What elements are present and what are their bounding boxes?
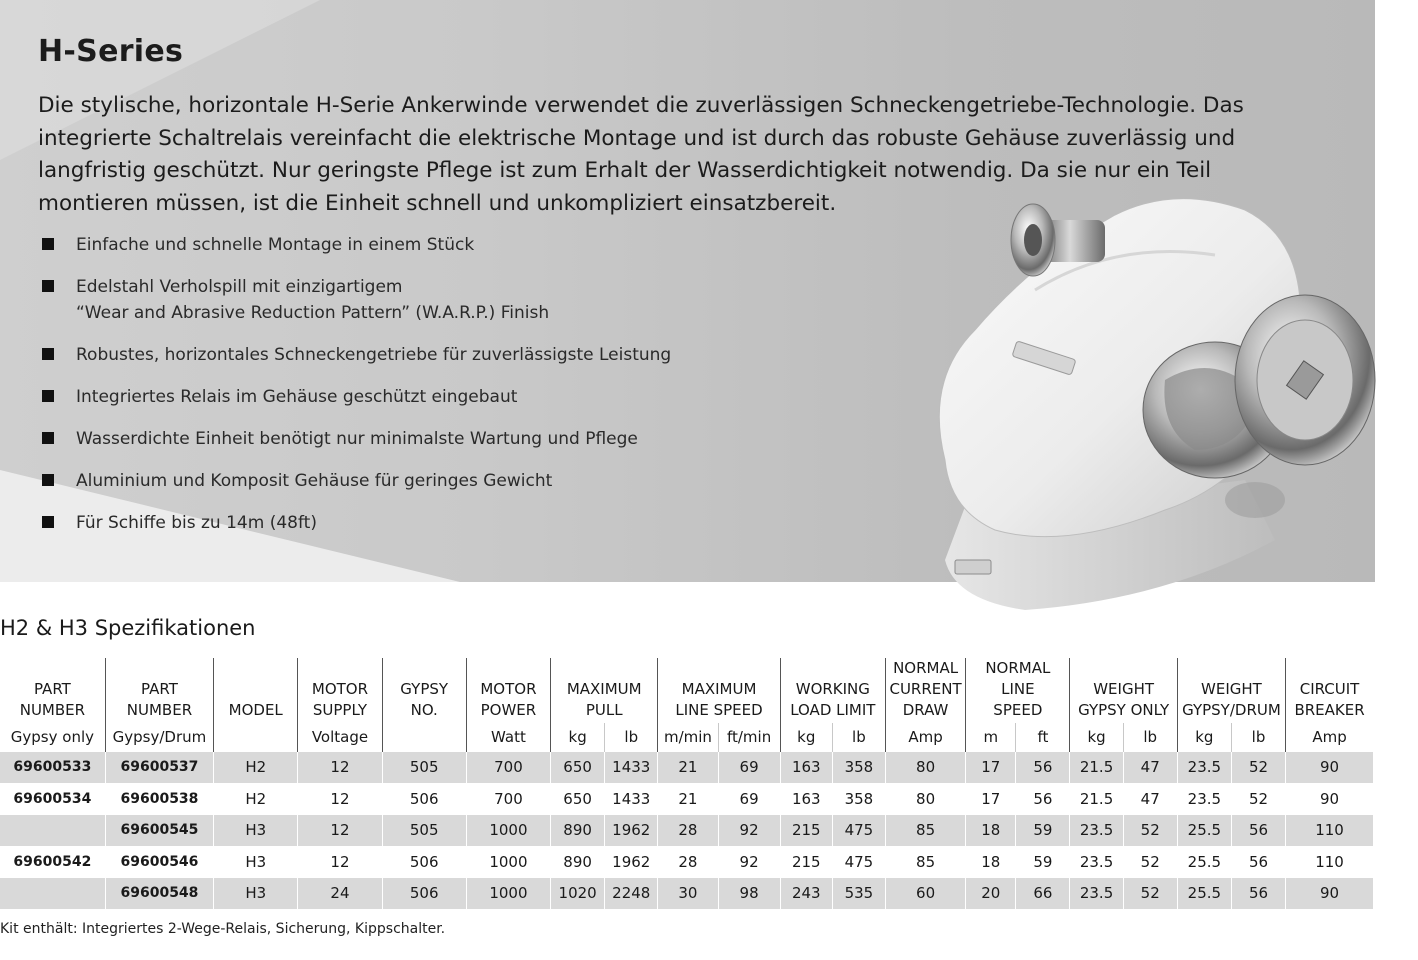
table-cell: 110 <box>1286 815 1373 847</box>
unit-cell: lb <box>1123 723 1177 752</box>
table-cell: 52 <box>1123 846 1177 878</box>
table-cell: 90 <box>1286 783 1373 815</box>
table-cell: 59 <box>1016 846 1070 878</box>
header-maximum-pull: MAXIMUM PULL <box>551 658 658 723</box>
table-cell: 475 <box>832 846 885 878</box>
table-cell: 1433 <box>605 783 658 815</box>
table-cell: 21 <box>658 783 718 815</box>
table-cell: 66 <box>1016 878 1070 909</box>
unit-cell: Gypsy/Drum <box>105 723 213 752</box>
table-cell: 505 <box>382 815 466 847</box>
square-bullet-icon <box>42 280 54 292</box>
table-cell: 28 <box>658 846 718 878</box>
feature-item <box>40 468 671 494</box>
feature-text: Integriertes Relais im Gehäuse geschützt eingebaut <box>76 387 518 407</box>
table-cell: 700 <box>466 752 550 784</box>
table-cell: 163 <box>780 783 832 815</box>
table-cell: 12 <box>298 846 382 878</box>
table-cell: 21 <box>658 752 718 784</box>
header-model: MODEL <box>214 658 298 723</box>
table-cell: 215 <box>780 846 832 878</box>
table-cell: 1433 <box>605 752 658 784</box>
table-cell: 56 <box>1231 878 1285 909</box>
windlass-product-image <box>915 180 1390 620</box>
header-weight-gypsy-drum: WEIGHT GYPSY/DRUM <box>1177 658 1285 723</box>
table-cell: 90 <box>1286 878 1373 909</box>
table-cell: 650 <box>551 783 605 815</box>
table-cell: H2 <box>214 783 298 815</box>
table-cell: 163 <box>780 752 832 784</box>
feature-item <box>40 510 671 536</box>
table-cell: 56 <box>1231 815 1285 847</box>
table-cell: 506 <box>382 878 466 909</box>
table-cell: 18 <box>966 846 1016 878</box>
table-cell: 1020 <box>551 878 605 909</box>
table-cell: 92 <box>718 815 780 847</box>
table-cell: 56 <box>1231 846 1285 878</box>
header-current-draw: NORMAL CURRENT DRAW <box>885 658 965 723</box>
part-number-cell: 69600538 <box>105 783 213 815</box>
table-cell: 30 <box>658 878 718 909</box>
unit-cell: ft <box>1016 723 1070 752</box>
unit-cell: lb <box>605 723 658 752</box>
header-maximum-line-speed: MAXIMUM LINE SPEED <box>658 658 780 723</box>
feature-item <box>40 232 671 258</box>
part-number-cell: 69600534 <box>13 790 92 807</box>
table-cell: 60 <box>885 878 965 909</box>
page-title: H-Series <box>38 34 184 69</box>
table-cell: 110 <box>1286 846 1373 878</box>
part-number-cell: 69600545 <box>105 815 213 847</box>
part-number-cell: 69600542 <box>13 853 92 870</box>
table-cell: 215 <box>780 815 832 847</box>
table-cell: 47 <box>1123 752 1177 784</box>
table-cell: 358 <box>832 752 885 784</box>
spec-table-body <box>0 752 1373 909</box>
feature-text: Aluminium und Komposit Gehäuse für geringes Gewicht <box>76 471 553 491</box>
table-cell: 23.5 <box>1177 752 1231 784</box>
table-cell: 2248 <box>605 878 658 909</box>
header-working-load-limit: WORKING LOAD LIMIT <box>780 658 885 723</box>
table-cell: 56 <box>1016 783 1070 815</box>
table-cell: 1962 <box>605 846 658 878</box>
table-cell: 505 <box>382 752 466 784</box>
table-cell: 17 <box>966 752 1016 784</box>
table-cell: 12 <box>298 783 382 815</box>
table-cell: 20 <box>966 878 1016 909</box>
table-cell: 12 <box>298 815 382 847</box>
unit-cell: m <box>966 723 1016 752</box>
table-cell: 80 <box>885 752 965 784</box>
table-header-row <box>0 658 1373 723</box>
table-row <box>0 783 1373 815</box>
square-bullet-icon <box>42 432 54 444</box>
part-number-cell <box>0 815 105 847</box>
table-cell: 21.5 <box>1070 752 1123 784</box>
spec-section-title: H2 & H3 Spezifikationen <box>0 616 256 640</box>
kit-footnote: Kit enthält: Integriertes 2-Wege-Relais, Sicherung, Kippschalter. <box>0 921 446 937</box>
table-cell: 1000 <box>466 815 550 847</box>
table-cell: 85 <box>885 846 965 878</box>
table-cell: 52 <box>1231 783 1285 815</box>
unit-cell: m/min <box>658 723 718 752</box>
unit-cell: kg <box>780 723 832 752</box>
feature-item <box>40 384 671 410</box>
table-cell: 92 <box>718 846 780 878</box>
table-cell: 59 <box>1016 815 1070 847</box>
header-weight-gypsy-only: WEIGHT GYPSY ONLY <box>1070 658 1177 723</box>
table-cell: 18 <box>966 815 1016 847</box>
table-cell: 535 <box>832 878 885 909</box>
table-unit-row <box>0 723 1373 752</box>
table-cell: 1000 <box>466 878 550 909</box>
header-circuit-breaker: CIRCUIT BREAKER <box>1286 658 1373 723</box>
unit-cell: Amp <box>885 723 965 752</box>
intro-paragraph: Die stylische, horizontale H-Serie Ankerwinde verwendet die zuverlässigen Schneckengetriebe-Technologie. Das integrierte Schaltrelais vereinfacht die elektrische Montage und ist durch das robuste Gehäuse zuverlässig und langfristig geschützt. Nur geringste Pflege ist zum Erhalt der Wasserdichtigkeit notwendig. Da sie nur ein Teil montieren müssen, ist die Einheit schnell und unkompliziert einsatzbereit. <box>38 93 1244 216</box>
table-cell: 475 <box>832 815 885 847</box>
feature-text-continued: “Wear and Abrasive Reduction Pattern” (W.A.R.P.) Finish <box>76 303 550 323</box>
table-cell: H3 <box>214 815 298 847</box>
square-bullet-icon <box>42 238 54 250</box>
unit-cell: Gypsy only <box>10 727 94 746</box>
table-cell: 358 <box>832 783 885 815</box>
unit-cell: Voltage <box>298 723 382 752</box>
spec-table <box>0 658 1373 909</box>
table-cell: 23.5 <box>1070 878 1123 909</box>
table-cell: 243 <box>780 878 832 909</box>
table-cell: 25.5 <box>1177 878 1231 909</box>
table-cell: 80 <box>885 783 965 815</box>
feature-item <box>40 342 671 368</box>
table-cell: 21.5 <box>1070 783 1123 815</box>
header-part-number-gypsy: PART NUMBER <box>19 680 86 719</box>
part-number-cell: 69600537 <box>105 752 213 784</box>
unit-cell: Amp <box>1286 723 1373 752</box>
table-cell: 56 <box>1016 752 1070 784</box>
feature-text: Edelstahl Verholspill mit einzigartigem <box>76 277 403 297</box>
table-row <box>0 878 1373 909</box>
feature-item <box>40 274 671 326</box>
unit-cell: kg <box>1177 723 1231 752</box>
square-bullet-icon <box>42 474 54 486</box>
table-cell: 12 <box>298 752 382 784</box>
table-cell: 52 <box>1123 878 1177 909</box>
part-number-cell: 69600546 <box>105 846 213 878</box>
table-cell: 25.5 <box>1177 846 1231 878</box>
unit-cell: lb <box>832 723 885 752</box>
square-bullet-icon <box>42 390 54 402</box>
part-number-cell: 69600533 <box>0 752 105 784</box>
table-cell: 506 <box>382 783 466 815</box>
unit-cell: kg <box>551 723 605 752</box>
table-cell: 650 <box>551 752 605 784</box>
table-cell: 1962 <box>605 815 658 847</box>
table-cell: 23.5 <box>1070 846 1123 878</box>
feature-text: Robustes, horizontales Schneckengetriebe für zuverlässigste Leistung <box>76 345 672 365</box>
table-cell: 23.5 <box>1070 815 1123 847</box>
unit-cell <box>214 723 298 752</box>
table-cell: 28 <box>658 815 718 847</box>
table-row <box>0 846 1373 878</box>
table-cell: 700 <box>466 783 550 815</box>
feature-text: Einfache und schnelle Montage in einem Stück <box>76 235 475 255</box>
header-motor-supply: MOTOR SUPPLY <box>298 658 382 723</box>
table-cell: H2 <box>214 752 298 784</box>
table-cell: 52 <box>1123 815 1177 847</box>
table-cell: H3 <box>214 846 298 878</box>
table-cell: 17 <box>966 783 1016 815</box>
header-normal-line-speed: NORMAL LINE SPEED <box>966 658 1070 723</box>
table-cell: 506 <box>382 846 466 878</box>
part-number-cell <box>0 878 105 909</box>
table-cell: 69 <box>718 783 780 815</box>
square-bullet-icon <box>42 516 54 528</box>
table-cell: H3 <box>214 878 298 909</box>
unit-cell <box>382 723 466 752</box>
unit-cell: ft/min <box>718 723 780 752</box>
table-cell: 98 <box>718 878 780 909</box>
header-part-number-drum: PART NUMBER <box>105 658 213 723</box>
table-cell: 890 <box>551 815 605 847</box>
table-cell: 23.5 <box>1177 783 1231 815</box>
table-row <box>0 815 1373 847</box>
header-gypsy-no: GYPSY NO. <box>382 658 466 723</box>
feature-text: Wasserdichte Einheit benötigt nur minimalste Wartung und Pflege <box>76 429 638 449</box>
table-cell: 47 <box>1123 783 1177 815</box>
table-cell: 90 <box>1286 752 1373 784</box>
unit-cell: kg <box>1070 723 1123 752</box>
table-row <box>0 752 1373 784</box>
unit-cell: lb <box>1231 723 1285 752</box>
table-cell: 25.5 <box>1177 815 1231 847</box>
table-cell: 69 <box>718 752 780 784</box>
header-motor-power: MOTOR POWER <box>466 658 550 723</box>
table-cell: 1000 <box>466 846 550 878</box>
table-cell: 24 <box>298 878 382 909</box>
feature-text: Für Schiffe bis zu 14m (48ft) <box>76 513 317 533</box>
part-number-cell: 69600548 <box>105 878 213 909</box>
table-cell: 85 <box>885 815 965 847</box>
feature-item <box>40 426 671 452</box>
square-bullet-icon <box>42 348 54 360</box>
table-cell: 52 <box>1231 752 1285 784</box>
table-cell: 890 <box>551 846 605 878</box>
unit-cell: Watt <box>466 723 550 752</box>
feature-list <box>40 232 671 536</box>
